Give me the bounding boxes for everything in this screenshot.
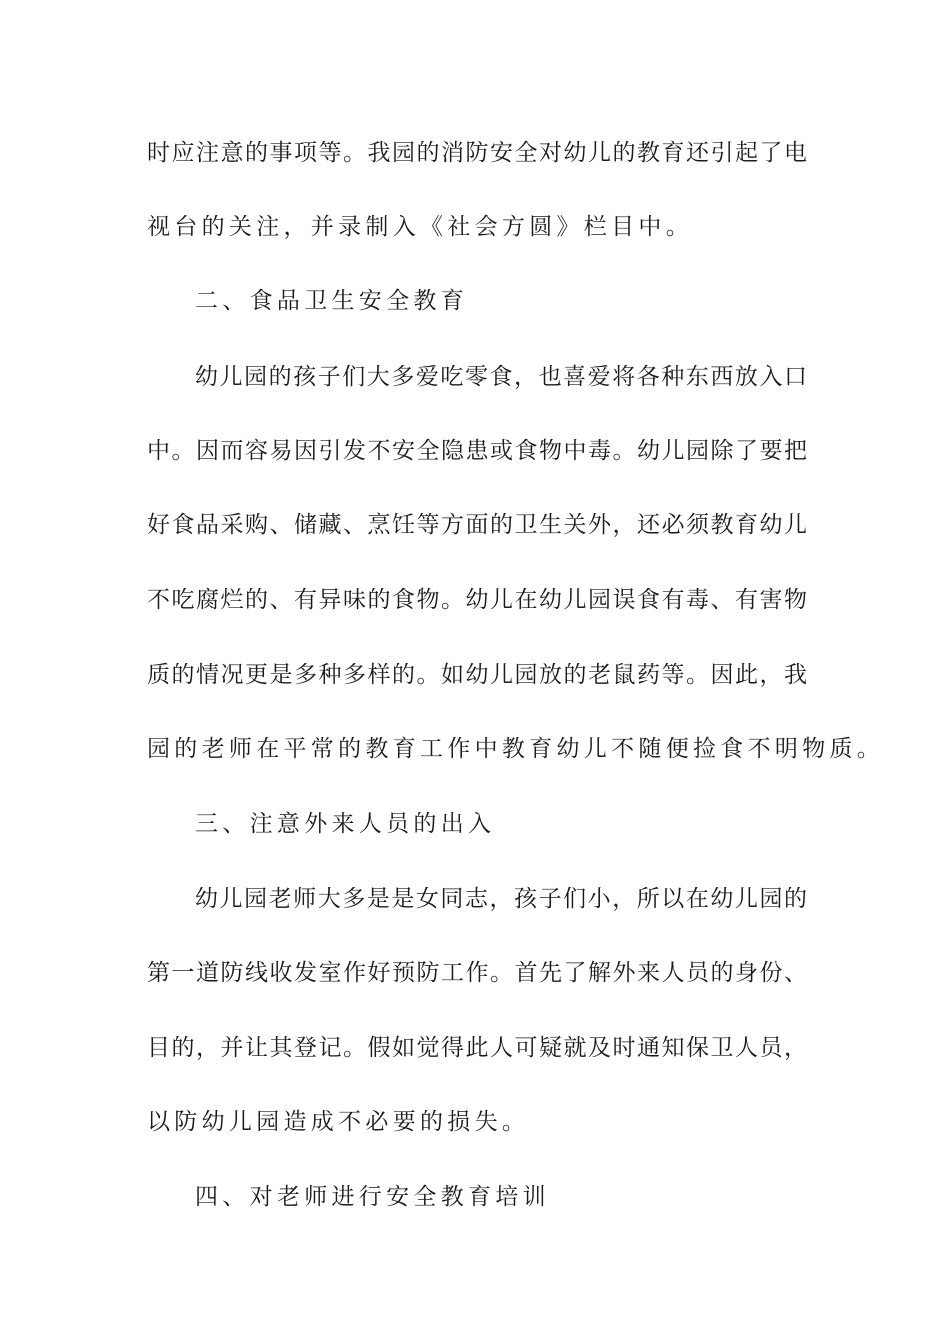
text-line-9: 园的老师在平常的教育工作中教育幼儿不随便捡食不明物质。 (147, 736, 885, 762)
text-line-8: 质的情况更是多种多样的。如幼儿园放的老鼠药等。因此，我 (147, 662, 807, 688)
text-line-1: 时应注意的事项等。我园的消防安全对幼儿的教育还引起了电 (147, 140, 807, 166)
text-line-14: 以防幼儿园造成不必要的损失。 (147, 1109, 530, 1135)
section-heading-visitors: 三、注意外来人员的出入 (195, 811, 496, 837)
text-line-6: 好食品采购、储藏、烹饪等方面的卫生关外，还必须教育幼儿 (147, 512, 807, 538)
text-line-4: 幼儿园的孩子们大多爱吃零食，也喜爱将各种东西放入口 (195, 364, 807, 390)
text-line-12: 第一道防线收发室作好预防工作。首先了解外来人员的身份、 (147, 960, 807, 986)
section-heading-food-safety: 二、食品卫生安全教育 (195, 288, 468, 314)
text-line-2: 视台的关注，并录制入《社会方圆》栏目中。 (147, 214, 693, 240)
text-line-5: 中。因而容易因引发不安全隐患或食物中毒。幼儿园除了要把 (147, 438, 807, 464)
text-line-13: 目的，并让其登记。假如觉得此人可疑就及时通知保卫人员， (147, 1035, 807, 1061)
text-line-11: 幼儿园老师大多是是女同志，孩子们小，所以在幼儿园的 (195, 886, 807, 912)
section-heading-teacher-training: 四、对老师进行安全教育培训 (195, 1184, 550, 1210)
text-line-7: 不吃腐烂的、有异味的食物。幼儿在幼儿园误食有毒、有害物 (147, 587, 807, 613)
